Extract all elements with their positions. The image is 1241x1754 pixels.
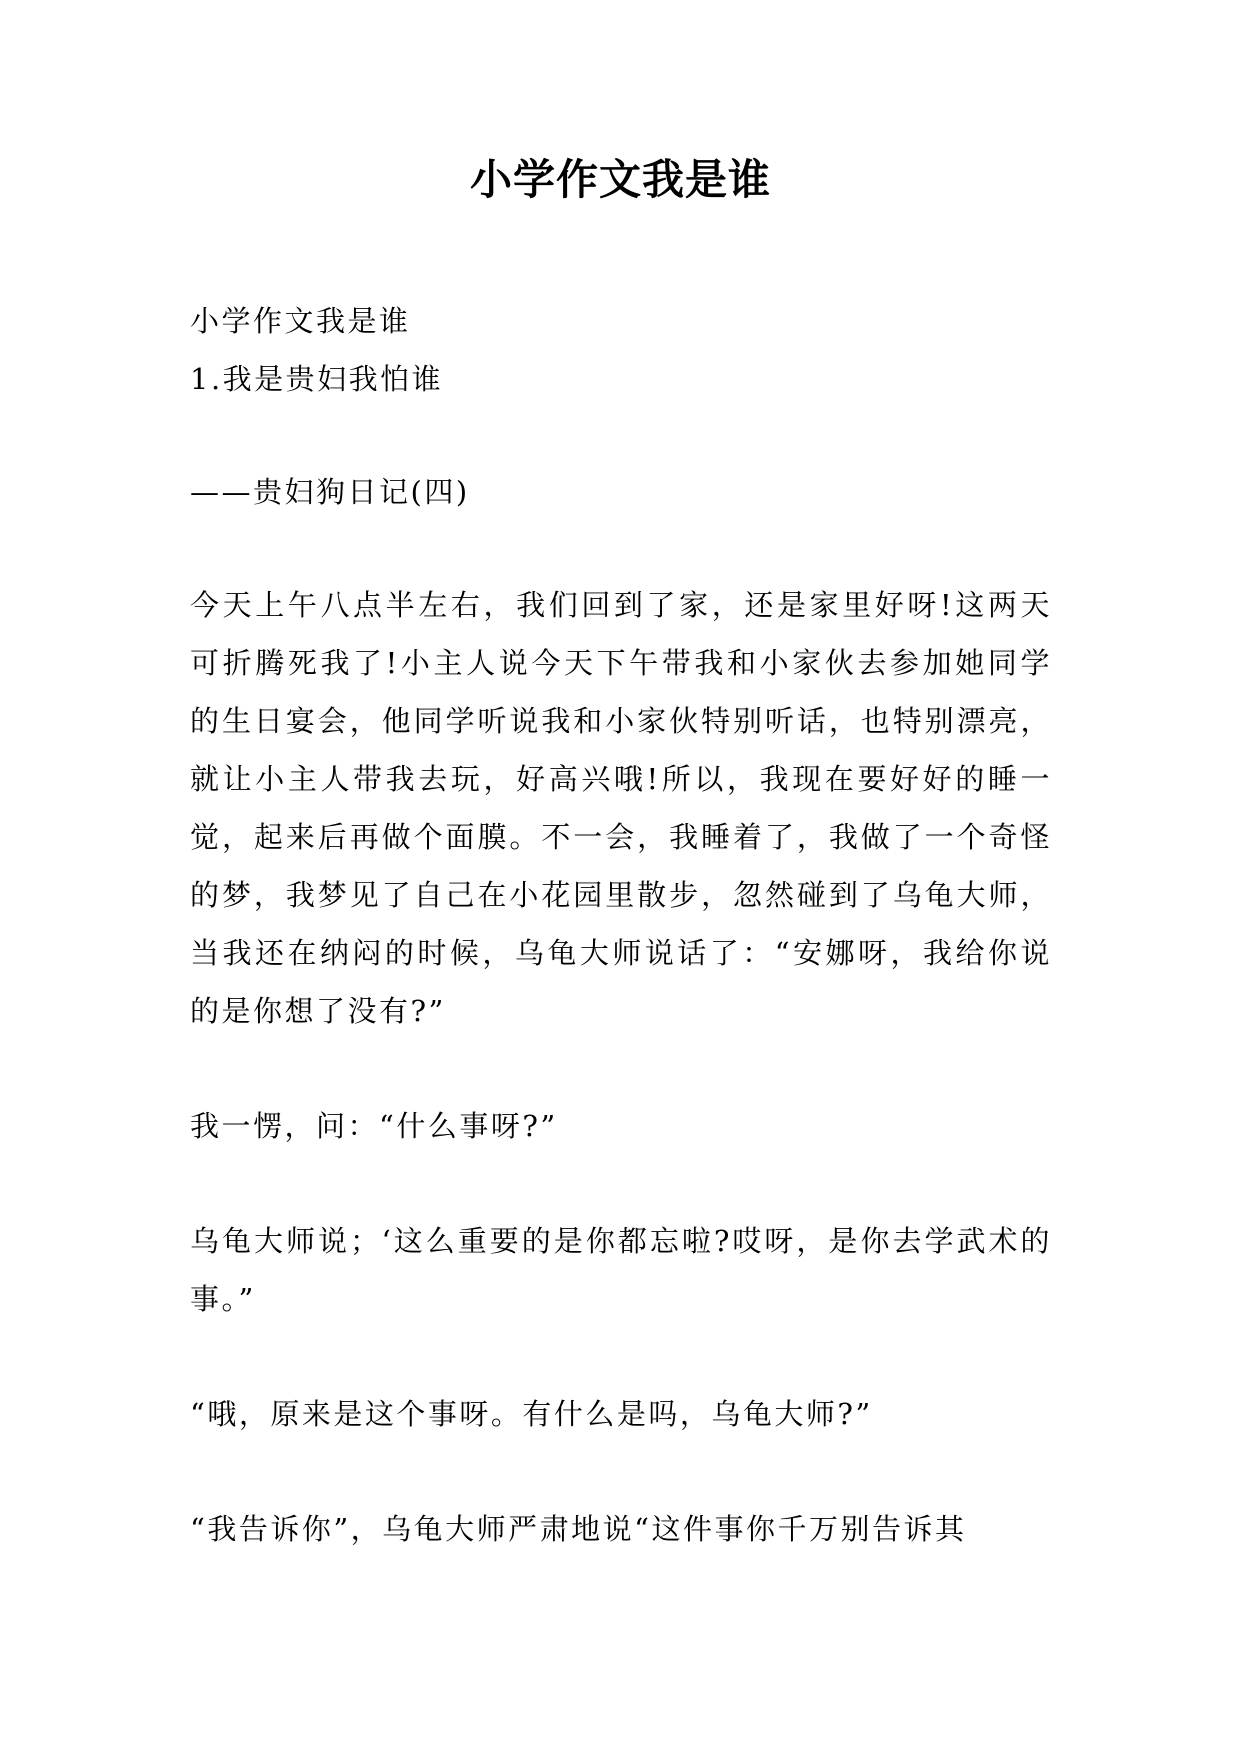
paragraph-dialogue-3: “哦，原来是这个事呀。有什么是吗，乌龟大师?” [190, 1397, 873, 1431]
paragraph-dialogue-4: “我告诉你”，乌龟大师严肃地说“这件事你千万别告诉其 [190, 1512, 967, 1546]
essay-heading: 小学作文我是谁 [190, 304, 411, 338]
paragraph-main: 今天上午八点半左右，我们回到了家，还是家里好呀!这两天可折腾死我了!小主人说今天下午带我和小家伙去参加她同学的生日宴会，他同学听说我和小家伙特别听话，也特别漂亮，就让小主人带我去玩，好高兴哦!所以，我现在要好好的睡一觉，起来后再做个面膜。不一会，我睡着了，我做了一个奇怪的梦，我梦见了自己在小花园里散步，忽然碰到了乌龟大师，当我还在纳闷的时候，乌龟大师说话了：“安娜呀，我给你说的是你想了没有?” [190, 588, 1052, 1028]
essay-subheading: 1.我是贵妇我怕谁 [190, 362, 444, 396]
document-title: 小学作文我是谁 [469, 155, 771, 204]
paragraph-dialogue-2: 乌龟大师说；‘这么重要的是你都忘啦?哎呀，是你去学武术的事。” [190, 1224, 1052, 1316]
paragraph-dialogue-1: 我一愣，问：“什么事呀?” [190, 1109, 558, 1143]
series-label: ——贵妇狗日记(四) [190, 475, 470, 509]
